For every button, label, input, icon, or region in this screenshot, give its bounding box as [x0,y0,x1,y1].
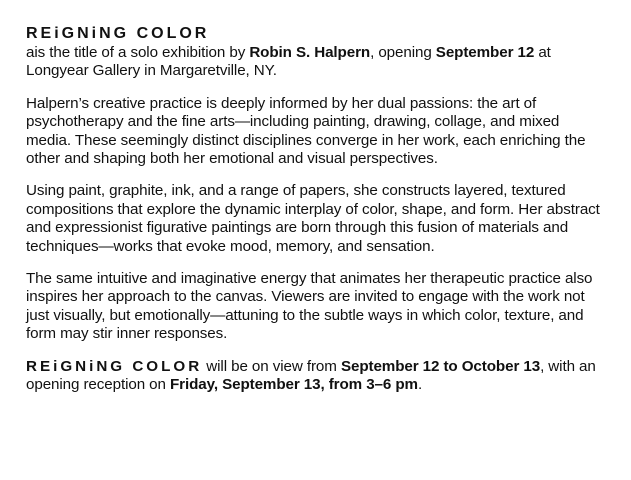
reception-time: Friday, September 13, from 3–6 pm [169,376,418,394]
intro-text-2: , opening [370,44,436,61]
exhibition-title: REiGNiNG COLOR [26,25,210,42]
exhibition-dates: September 12 to October 13 [340,357,541,375]
closing-title: REiGNiNG COLOR [26,357,203,375]
closing-text-2: , with an opening reception on [26,357,596,394]
closing-text-3: . [417,376,423,394]
closing-text-1: will be on view from [202,357,341,375]
approach-paragraph: The same intuitive and imaginative energy that animates her therapeutic practice also inspires her approach to the canvas. Viewers are invited to engage with the work not just visually, but emotionally—attuning to the subtle ways in which color, texture, and form may stir inner responses. [26,270,593,343]
materials-paragraph: Using paint, graphite, ink, and a range of papers, she constructs layered, textured compositions that explore the dynamic interplay of color, shape, and form. Her abstract and expressionist figurative paintings are born through this fusion of materials and techniques—works that evoke mood, memory, and sensation. [26,182,600,255]
intro-text-1: ais the title of a solo exhibition by [26,44,250,61]
opening-date: September 12 [435,44,535,61]
closing-paragraph [26,358,606,395]
intro-paragraph [26,44,606,81]
press-release [26,24,606,395]
artist-name: Robin S. Halpern [249,44,371,61]
intro-text-3: at Longyear Gallery in Margaretville, NY. [26,44,551,80]
practice-paragraph: Halpern’s creative practice is deeply informed by her dual passions: the art of psychotherapy and the fine arts—including painting, drawing, collage, and mixed media. These seemingly distinct disciplines converge in her work, each enriching the other and shaping both her emotional and visual perspectives. [26,94,586,168]
